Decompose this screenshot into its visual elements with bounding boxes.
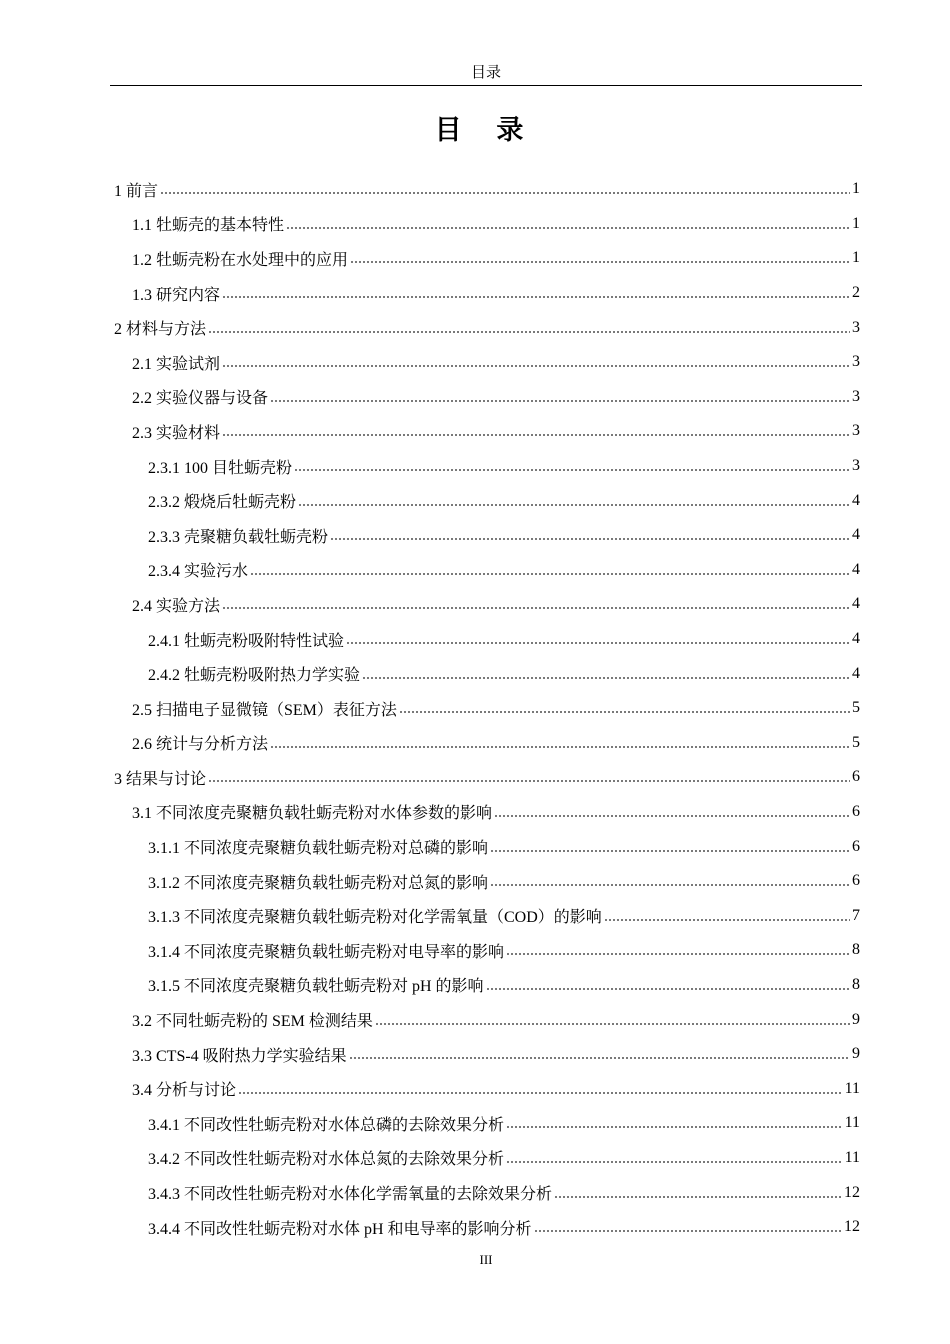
toc-entry[interactable] (114, 656, 860, 691)
toc-entry[interactable] (114, 691, 860, 726)
toc-entry-title: 3.2 不同牡蛎壳粉的 SEM 检测结果 (132, 1013, 373, 1031)
toc-entry-title: 2 材料与方法 (114, 321, 207, 339)
toc-entry-title: 2.3.2 煅烧后牡蛎壳粉 (148, 494, 297, 512)
dot-leader (490, 848, 850, 854)
dot-leader (208, 329, 850, 335)
toc-entry-page: 5 (852, 699, 860, 717)
toc-entry-page: 9 (852, 1045, 860, 1063)
toc-entry-title: 1 前言 (114, 182, 159, 200)
toc-entry-page: 12 (844, 1183, 860, 1201)
toc-entry-title: 2.2 实验仪器与设备 (132, 390, 269, 408)
toc-entry[interactable] (114, 414, 860, 449)
dot-leader (294, 467, 850, 473)
dot-leader (330, 536, 850, 542)
toc-entry-page: 3 (852, 457, 860, 475)
toc-entry-page: 4 (852, 526, 860, 544)
dot-leader (399, 709, 850, 715)
toc-entry[interactable] (114, 172, 860, 207)
toc-entry-page: 4 (852, 595, 860, 613)
toc-entry-page: 4 (852, 630, 860, 648)
toc-entry-title: 3.3 CTS-4 吸附热力学实验结果 (132, 1047, 347, 1065)
dot-leader (506, 951, 850, 957)
toc-entry-title: 1.3 研究内容 (132, 286, 221, 304)
toc-entry-title: 3.1.5 不同浓度壳聚糖负载牡蛎壳粉对 pH 的影响 (148, 978, 484, 996)
toc-entry-page: 4 (852, 664, 860, 682)
dot-leader (222, 432, 850, 438)
toc-entry[interactable] (114, 622, 860, 657)
toc-entry[interactable] (114, 1210, 860, 1245)
toc-entry[interactable] (114, 760, 860, 795)
toc-entry-title: 2.3.3 壳聚糖负载牡蛎壳粉 (148, 528, 329, 546)
toc-entry[interactable] (114, 795, 860, 830)
dot-leader (486, 986, 850, 992)
dot-leader (222, 294, 850, 300)
dot-leader (490, 882, 850, 888)
dot-leader (375, 1021, 850, 1027)
toc-entry-page: 3 (852, 387, 860, 405)
toc-entry[interactable] (114, 276, 860, 311)
toc-title: 目 录 (434, 115, 538, 145)
toc-entry-page: 3 (852, 318, 860, 336)
dot-leader (494, 813, 850, 819)
toc-entry-page: 8 (852, 975, 860, 993)
toc-entry[interactable] (114, 898, 860, 933)
toc-entry-page: 2 (852, 284, 860, 302)
running-header: 目录 (470, 65, 501, 81)
toc-entry[interactable] (114, 207, 860, 242)
toc-entry[interactable] (114, 726, 860, 761)
toc-entry-page: 11 (844, 1114, 860, 1132)
toc-entry[interactable] (114, 449, 860, 484)
toc-entry-title: 3.1.1 不同浓度壳聚糖负载牡蛎壳粉对总磷的影响 (148, 840, 489, 858)
toc-entry-page: 6 (852, 872, 860, 890)
toc-entry-page: 4 (852, 560, 860, 578)
dot-leader (208, 778, 850, 784)
toc-entry-title: 2.4.1 牡蛎壳粉吸附特性试验 (148, 632, 345, 650)
toc-entry-title: 2.1 实验试剂 (132, 355, 221, 373)
dot-leader (238, 1090, 843, 1096)
toc-entry-title: 2.4.2 牡蛎壳粉吸附热力学实验 (148, 667, 361, 685)
dot-leader (350, 259, 850, 265)
toc-entry[interactable] (114, 1071, 860, 1106)
toc-entry-title: 1.1 牡蛎壳的基本特性 (132, 217, 285, 235)
toc-entry-title: 3.1 不同浓度壳聚糖负载牡蛎壳粉对水体参数的影响 (132, 805, 493, 823)
toc-entry-title: 2.3 实验材料 (132, 424, 221, 442)
toc-entry[interactable] (114, 518, 860, 553)
dot-leader (604, 917, 850, 923)
toc-entry-page: 3 (852, 353, 860, 371)
toc-entry-title: 3.4.3 不同改性牡蛎壳粉对水体化学需氧量的去除效果分析 (148, 1186, 553, 1204)
dot-leader (270, 398, 850, 404)
toc-entry-title: 2.6 统计与分析方法 (132, 736, 269, 754)
toc-entry-page: 6 (852, 802, 860, 820)
toc-entry[interactable] (114, 553, 860, 588)
toc-entry[interactable] (114, 483, 860, 518)
toc-entry[interactable] (114, 241, 860, 276)
toc-entry-title: 2.4 实验方法 (132, 597, 221, 615)
toc-entry[interactable] (114, 968, 860, 1003)
toc-entry-page: 1 (852, 180, 860, 198)
dot-leader (554, 1194, 842, 1200)
toc-entry-title: 2.3.4 实验污水 (148, 563, 249, 581)
toc-entry-page: 7 (852, 906, 860, 924)
toc-entry-title: 2.5 扫描电子显微镜（SEM）表征方法 (132, 701, 397, 719)
toc-entry-page: 5 (852, 733, 860, 751)
toc-entry[interactable] (114, 1141, 860, 1176)
dot-leader (222, 605, 850, 611)
dot-leader (286, 225, 850, 231)
toc-entry-page: 8 (852, 941, 860, 959)
toc-entry[interactable] (114, 1037, 860, 1072)
toc-entry-page: 4 (852, 491, 860, 509)
dot-leader (346, 640, 850, 646)
toc-entry-title: 3 结果与讨论 (114, 770, 207, 788)
table-of-contents (114, 172, 860, 1244)
toc-entry[interactable] (114, 1002, 860, 1037)
dot-leader (349, 1055, 850, 1061)
toc-entry-page: 12 (844, 1218, 860, 1236)
toc-entry-title: 3.4.1 不同改性牡蛎壳粉对水体总磷的去除效果分析 (148, 1116, 505, 1134)
toc-entry[interactable] (114, 587, 860, 622)
page-number: III (479, 1252, 493, 1267)
toc-entry-page: 1 (852, 249, 860, 267)
toc-entry-page: 9 (852, 1010, 860, 1028)
toc-entry-page: 6 (852, 768, 860, 786)
dot-leader (506, 1159, 843, 1165)
toc-entry-title: 3.4 分析与讨论 (132, 1082, 237, 1100)
toc-entry[interactable] (114, 1106, 860, 1141)
toc-entry[interactable] (114, 829, 860, 864)
toc-entry[interactable] (114, 380, 860, 415)
toc-entry-title: 3.1.3 不同浓度壳聚糖负载牡蛎壳粉对化学需氧量（COD）的影响 (148, 909, 602, 927)
dot-leader (270, 744, 850, 750)
toc-entry-page: 11 (844, 1148, 860, 1166)
dot-leader (250, 571, 850, 577)
toc-entry[interactable] (114, 933, 860, 968)
toc-entry-page: 11 (844, 1079, 860, 1097)
dot-leader (362, 675, 850, 681)
toc-entry-page: 6 (852, 837, 860, 855)
toc-entry[interactable] (114, 310, 860, 345)
dot-leader (222, 363, 850, 369)
toc-entry-page: 3 (852, 422, 860, 440)
toc-entry[interactable] (114, 1175, 860, 1210)
toc-entry-title: 3.4.4 不同改性牡蛎壳粉对水体 pH 和电导率的影响分析 (148, 1220, 532, 1238)
toc-entry-title: 3.1.2 不同浓度壳聚糖负载牡蛎壳粉对总氮的影响 (148, 874, 489, 892)
dot-leader (534, 1228, 842, 1234)
toc-entry-title: 2.3.1 100 目牡蛎壳粉 (148, 459, 293, 477)
dot-leader (298, 502, 850, 508)
header-rule (110, 85, 862, 86)
toc-entry-title: 3.1.4 不同浓度壳聚糖负载牡蛎壳粉对电导率的影响 (148, 943, 505, 961)
toc-entry-page: 1 (852, 214, 860, 232)
toc-entry-title: 1.2 牡蛎壳粉在水处理中的应用 (132, 251, 349, 269)
toc-entry[interactable] (114, 345, 860, 380)
dot-leader (506, 1124, 843, 1130)
toc-entry[interactable] (114, 864, 860, 899)
toc-entry-title: 3.4.2 不同改性牡蛎壳粉对水体总氮的去除效果分析 (148, 1151, 505, 1169)
dot-leader (160, 190, 850, 196)
